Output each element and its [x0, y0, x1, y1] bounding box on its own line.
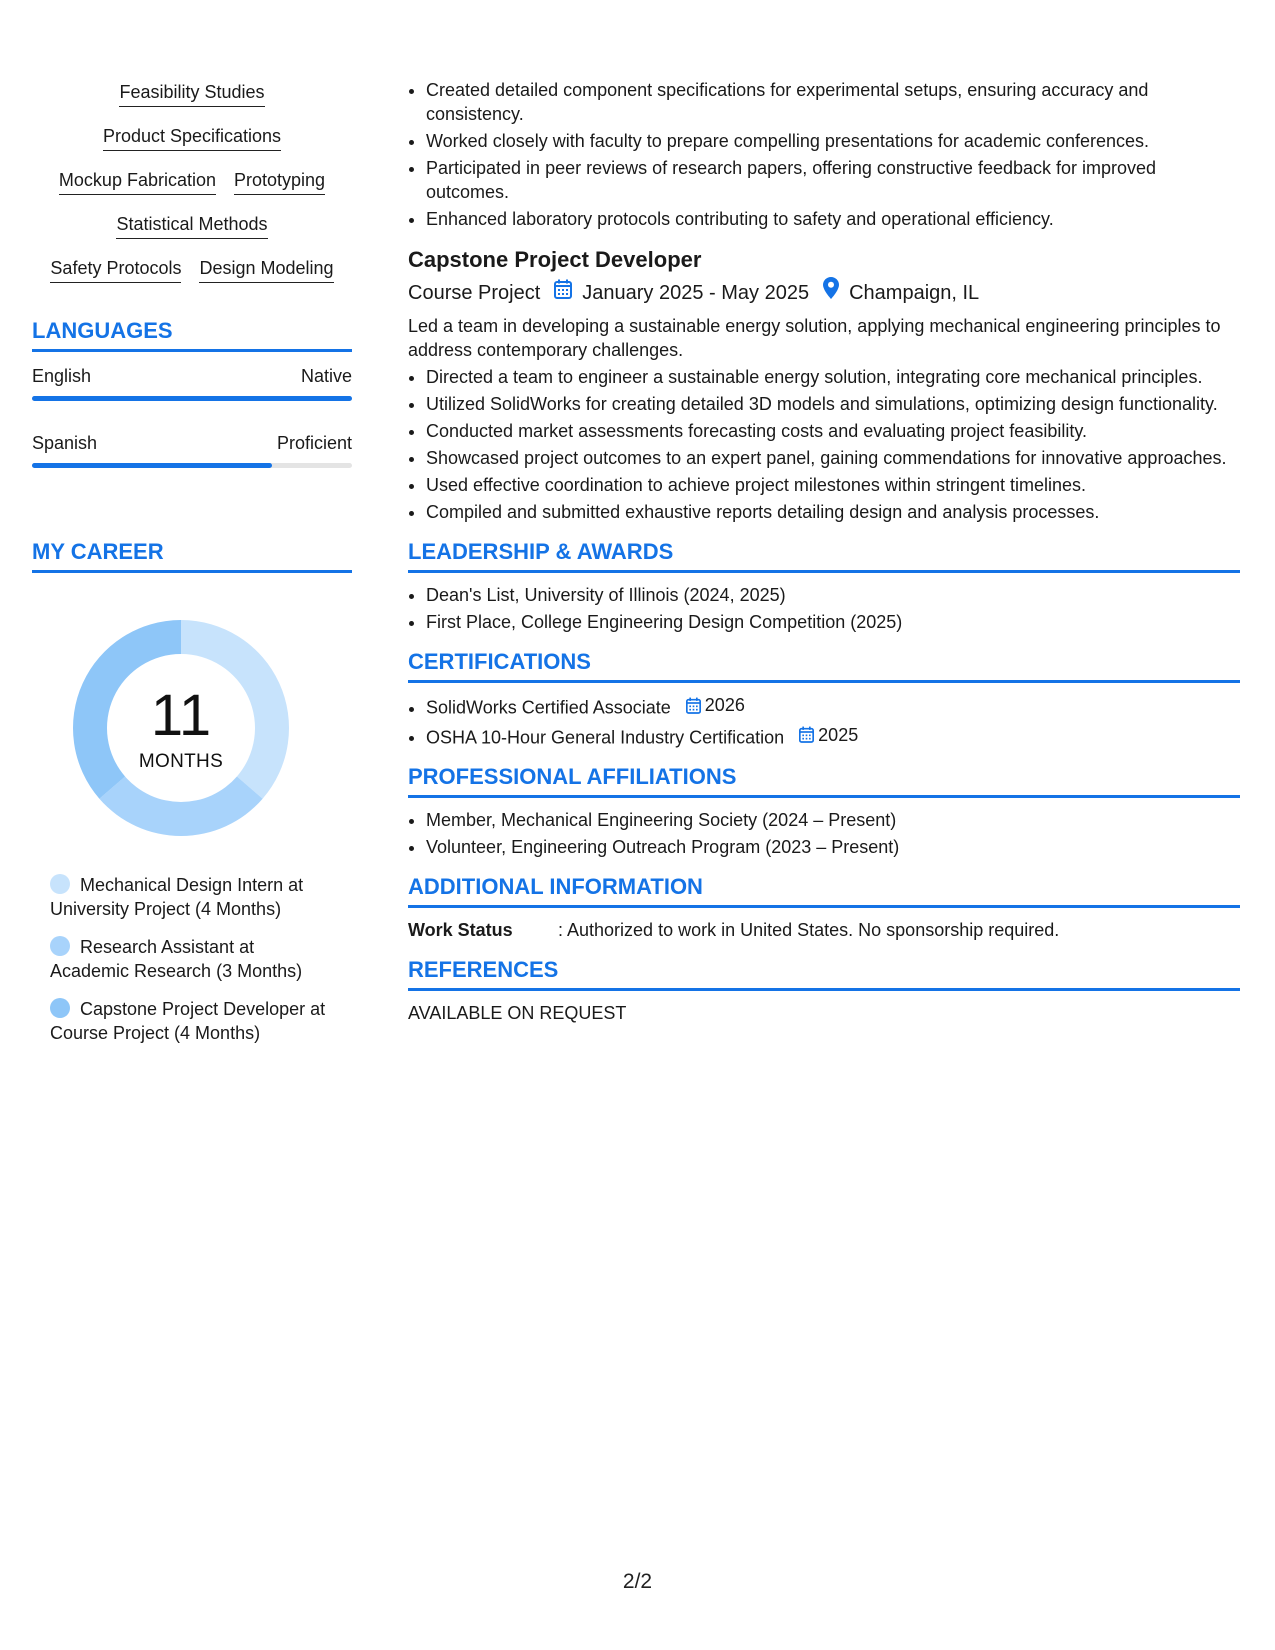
certification-name: OSHA 10-Hour General Industry Certification	[426, 727, 785, 747]
page-number: 2/2	[622, 1570, 653, 1593]
job-company: Course Project	[408, 281, 541, 304]
additional-info-heading: ADDITIONAL INFORMATION	[408, 873, 1240, 908]
job-summary: Led a team in developing a sustainable energy solution, applying mechanical engineering principles to address contemporary challenges.	[408, 316, 1221, 360]
certification-year: 2026	[704, 695, 745, 715]
language-level: Native	[300, 366, 352, 386]
career-section	[32, 538, 352, 1045]
affiliations-section	[408, 763, 1240, 859]
bullet-item: • Used effective coordination to achieve project milestones within stringent timelines.	[426, 473, 1240, 497]
language-item	[32, 364, 352, 401]
skill-tag: Prototyping	[234, 168, 325, 195]
job-meta	[408, 277, 1240, 308]
languages-heading: LANGUAGES	[32, 317, 352, 352]
calendar-icon	[686, 697, 701, 714]
job-location: Champaign, IL	[849, 281, 980, 304]
certification-year-wrap	[686, 693, 745, 717]
languages-section	[32, 317, 352, 468]
legend-label: Research Assistant at Academic Research (3 Months)	[50, 937, 303, 981]
location-pin-icon	[823, 277, 839, 308]
references-heading: REFERENCES	[408, 956, 1240, 991]
language-name: English	[32, 366, 92, 386]
certification-item	[426, 723, 1240, 750]
skill-tag: Statistical Methods	[116, 212, 267, 239]
bullet-item: • Dean's List, University of Illinois (2024, 2025)	[426, 583, 1240, 607]
certification-year: 2025	[818, 724, 859, 745]
career-heading: MY CAREER	[32, 538, 352, 573]
language-bar-fill	[32, 463, 272, 468]
language-name: Spanish	[32, 433, 98, 453]
previous-job-bullets	[408, 78, 1240, 231]
career-legend	[50, 873, 330, 1045]
legend-dot	[50, 998, 70, 1018]
certification-name: SolidWorks Certified Associate	[426, 697, 671, 718]
bullet-item: • Volunteer, Engineering Outreach Program (2023 – Present)	[426, 835, 1240, 859]
bullet-item: • Directed a team to engineer a sustainable energy solution, integrating core mechanical principles.	[426, 365, 1240, 389]
work-status-row	[408, 918, 1240, 942]
legend-dot	[50, 874, 70, 894]
bullet-item: • Enhanced laboratory protocols contributing to safety and operational efficiency.	[426, 207, 1240, 231]
language-row	[32, 431, 352, 455]
skill-tag: Safety Protocols	[50, 256, 181, 283]
certifications-section	[408, 648, 1240, 749]
certification-year-wrap	[799, 723, 858, 747]
left-column	[32, 80, 352, 1059]
skill-row	[32, 80, 352, 107]
job-title: Capstone Project Developer	[408, 247, 702, 272]
bullet-item: • Worked closely with faculty to prepare compelling presentations for academic conferences.	[426, 129, 1240, 153]
job-bullets	[408, 365, 1240, 524]
affiliations-list	[408, 808, 1240, 859]
calendar-icon	[554, 278, 572, 308]
affiliations-heading: PROFESSIONAL AFFILIATIONS	[408, 763, 1240, 798]
legend-label: Capstone Project Developer at Course Project (4 Months)	[50, 999, 326, 1043]
career-total-unit: MONTHS	[138, 751, 224, 772]
legend-dot	[50, 936, 70, 956]
legend-item	[50, 873, 330, 921]
bullet-item: • Created detailed component specifications for experimental setups, ensuring accuracy and consistency.	[426, 78, 1240, 126]
skill-row	[32, 256, 352, 283]
bullet-item: • Showcased project outcomes to an expert panel, gaining commendations for innovative approaches.	[426, 446, 1240, 470]
leadership-heading: LEADERSHIP & AWARDS	[408, 538, 1240, 573]
right-column	[408, 78, 1240, 1025]
references-section	[408, 956, 1240, 1025]
bullet-item: • Compiled and submitted exhaustive reports detailing design and analysis processes.	[426, 500, 1240, 524]
language-bar-fill	[32, 396, 352, 401]
language-bar	[32, 463, 352, 468]
skill-tag: Feasibility Studies	[119, 80, 264, 107]
skill-row	[32, 124, 352, 151]
career-total-number: 11	[150, 683, 212, 748]
donut-center	[66, 613, 296, 843]
bullet-item: • First Place, College Engineering Design Competition (2025)	[426, 610, 1240, 634]
legend-item	[50, 935, 330, 983]
work-status-label: Work Status	[408, 920, 513, 940]
certification-item	[426, 693, 1240, 720]
language-row	[32, 364, 352, 388]
skill-tag: Mockup Fabrication	[59, 168, 216, 195]
leadership-section	[408, 538, 1240, 634]
certifications-heading: CERTIFICATIONS	[408, 648, 1240, 683]
legend-item	[50, 997, 330, 1045]
skills-list	[32, 80, 352, 283]
calendar-icon	[799, 726, 814, 743]
job-entry	[408, 245, 1240, 524]
bullet-item: • Member, Mechanical Engineering Society (2024 – Present)	[426, 808, 1240, 832]
legend-label: Mechanical Design Intern at University Project (4 Months)	[50, 875, 304, 919]
bullet-item: • Participated in peer reviews of research papers, offering constructive feedback for improved outcomes.	[426, 156, 1240, 204]
leadership-list	[408, 583, 1240, 634]
language-level: Proficient	[276, 433, 352, 453]
skill-tag: Design Modeling	[199, 256, 333, 283]
work-status-value: : Authorized to work in United States. No sponsorship required.	[558, 920, 1060, 940]
career-donut-chart	[66, 613, 296, 843]
references-text: AVAILABLE ON REQUEST	[408, 1003, 627, 1023]
skill-tag: Product Specifications	[103, 124, 281, 151]
bullet-item: • Utilized SolidWorks for creating detailed 3D models and simulations, optimizing design functionality.	[426, 392, 1240, 416]
job-dates: January 2025 - May 2025	[582, 281, 810, 304]
language-bar	[32, 396, 352, 401]
certifications-list	[408, 693, 1240, 749]
additional-info-section	[408, 873, 1240, 942]
language-item	[32, 431, 352, 468]
skill-row	[32, 212, 352, 239]
skill-row	[32, 168, 352, 195]
bullet-item: • Conducted market assessments forecasting costs and evaluating project feasibility.	[426, 419, 1240, 443]
